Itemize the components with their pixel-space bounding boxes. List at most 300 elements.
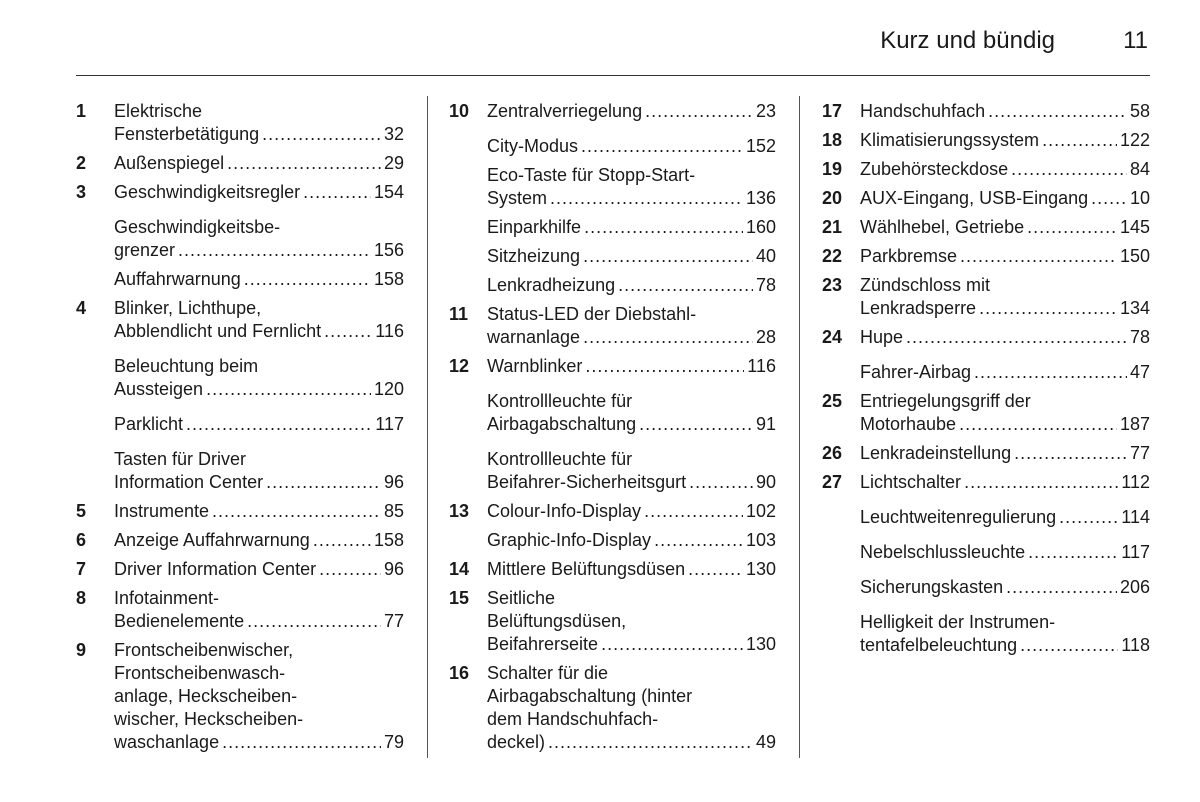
entry-text — [114, 529, 404, 552]
item-number — [449, 245, 487, 268]
item-number: 4 — [76, 298, 87, 318]
item-number: 23 — [822, 275, 843, 295]
entry-label: Driver Information Center — [114, 559, 317, 579]
index-entry — [76, 297, 404, 343]
item-number: 6 — [76, 530, 87, 550]
entry-label: Zubehörsteckdose — [860, 159, 1009, 179]
entry-last-line — [860, 245, 1150, 268]
entry-text — [487, 448, 776, 494]
page-reference: 158 — [373, 530, 404, 550]
entry-last-line — [114, 558, 404, 581]
item-number: 2 — [76, 153, 87, 173]
item-number — [449, 390, 487, 436]
entry-last-line — [114, 500, 404, 523]
index-entry — [822, 100, 1150, 123]
page-reference: 58 — [1129, 101, 1150, 121]
entry-label: System — [487, 188, 548, 208]
entry-last-line — [487, 633, 776, 656]
page-reference: 122 — [1119, 130, 1150, 150]
column-divider-2 — [799, 96, 800, 758]
page-reference: 134 — [1119, 298, 1150, 318]
entry-label: Fensterbetätigung — [114, 124, 260, 144]
item-number: 26 — [822, 443, 843, 463]
page-reference: 79 — [383, 732, 404, 752]
entry-last-line — [487, 355, 776, 378]
entry-text — [487, 303, 776, 349]
entry-last-line — [860, 576, 1150, 599]
dot-leader — [178, 239, 371, 262]
entry-last-line — [487, 529, 776, 552]
page-reference: 40 — [755, 246, 776, 266]
entry-text — [487, 558, 776, 581]
entry-last-line — [860, 297, 1150, 320]
entry-label: Lenkradeinstellung — [860, 443, 1012, 463]
item-number: 12 — [449, 356, 470, 376]
entry-text — [860, 576, 1150, 599]
entry-text — [114, 413, 404, 436]
dot-leader — [1027, 216, 1117, 239]
page-reference: 130 — [745, 634, 776, 654]
index-entry — [822, 216, 1150, 239]
entry-line: Zündschloss mit — [860, 275, 991, 295]
page-reference: 84 — [1129, 159, 1150, 179]
page-reference: 77 — [1129, 443, 1150, 463]
dot-leader — [324, 320, 372, 343]
item-number: 18 — [822, 130, 843, 150]
entry-label: tentafelbeleuchtung — [860, 635, 1018, 655]
entry-label: Leuchtweitenregulierung — [860, 507, 1057, 527]
entry-line: Frontscheibenwischer, — [114, 640, 294, 660]
item-number: 3 — [76, 182, 87, 202]
entry-text — [114, 587, 404, 633]
entry-text — [487, 355, 776, 378]
dot-leader — [1020, 634, 1118, 657]
page-reference: 96 — [383, 559, 404, 579]
index-entry — [449, 245, 776, 268]
entry-text — [860, 216, 1150, 239]
entry-last-line — [860, 129, 1150, 152]
entry-last-line — [860, 541, 1150, 564]
item-number: 24 — [822, 327, 843, 347]
entry-line: Entriegelungsgriff der — [860, 391, 1031, 411]
page-reference: 90 — [755, 472, 776, 492]
page-reference: 117 — [1121, 542, 1150, 562]
page-reference: 29 — [383, 153, 404, 173]
entry-last-line — [487, 326, 776, 349]
dot-leader — [319, 558, 381, 581]
dot-leader — [584, 216, 743, 239]
entry-last-line — [114, 529, 404, 552]
entry-text — [860, 541, 1150, 564]
index-entry — [76, 152, 404, 175]
entry-text — [114, 100, 404, 146]
entry-last-line — [860, 187, 1150, 210]
index-entry — [822, 187, 1150, 210]
header-divider — [76, 75, 1150, 76]
index-entry — [449, 587, 776, 656]
page-reference: 116 — [375, 321, 404, 341]
dot-leader — [247, 610, 381, 633]
index-entry — [822, 129, 1150, 152]
dot-leader — [581, 135, 743, 158]
index-entry — [76, 639, 404, 754]
dot-leader — [1014, 442, 1127, 465]
dot-leader — [1011, 158, 1127, 181]
entry-last-line — [114, 610, 404, 633]
index-column-1 — [76, 94, 404, 754]
page-reference: 116 — [747, 356, 776, 376]
dot-leader — [688, 558, 743, 581]
item-number — [822, 541, 860, 564]
dot-leader — [548, 731, 753, 754]
index-entry — [822, 541, 1150, 564]
entry-last-line — [114, 152, 404, 175]
entry-last-line — [114, 471, 404, 494]
page-reference: 78 — [755, 275, 776, 295]
index-entry — [449, 274, 776, 297]
entry-text — [487, 500, 776, 523]
entry-label: Klimatisierungssystem — [860, 130, 1040, 150]
page-reference: 114 — [1121, 507, 1150, 527]
entry-label: Motorhaube — [860, 414, 957, 434]
index-entry — [449, 500, 776, 523]
index-entry — [822, 158, 1150, 181]
entry-label: deckel) — [487, 732, 546, 752]
entry-text — [487, 135, 776, 158]
page-reference: 136 — [745, 188, 776, 208]
entry-last-line — [487, 500, 776, 523]
dot-leader — [244, 268, 371, 291]
item-number: 11 — [449, 304, 469, 324]
entry-label: grenzer — [114, 240, 176, 260]
item-number — [449, 164, 487, 210]
item-number — [822, 361, 860, 384]
page-reference: 118 — [1121, 635, 1150, 655]
entry-last-line — [487, 100, 776, 123]
page-reference: 96 — [383, 472, 404, 492]
item-number: 16 — [449, 663, 470, 683]
dot-leader — [550, 187, 743, 210]
entry-text — [114, 558, 404, 581]
entry-label: waschanlage — [114, 732, 220, 752]
entry-label: Sicherungskasten — [860, 577, 1004, 597]
entry-text — [860, 611, 1150, 657]
index-entry — [449, 529, 776, 552]
index-entry — [76, 216, 404, 262]
index-entry — [76, 587, 404, 633]
entry-text — [860, 471, 1150, 494]
entry-last-line — [114, 413, 404, 436]
dot-leader — [960, 245, 1117, 268]
dot-leader — [1042, 129, 1117, 152]
index-entry — [76, 448, 404, 494]
entry-line: Helligkeit der Instrumen- — [860, 612, 1056, 632]
entry-label: Anzeige Auffahrwarnung — [114, 530, 310, 550]
index-entry — [822, 506, 1150, 529]
item-number — [76, 448, 114, 494]
entry-label: warnanlage — [487, 327, 581, 347]
index-entry — [76, 355, 404, 401]
index-entry — [76, 500, 404, 523]
page-reference: 150 — [1119, 246, 1150, 266]
page-reference: 120 — [373, 379, 404, 399]
entry-line: anlage, Heckscheiben- — [114, 686, 298, 706]
page-reference: 85 — [383, 501, 404, 521]
entry-text — [860, 158, 1150, 181]
entry-label: Beifahrer-Sicherheitsgurt — [487, 472, 687, 492]
dot-leader — [1091, 187, 1127, 210]
section-title: Kurz und bündig — [880, 27, 1055, 54]
entry-line: Frontscheibenwasch- — [114, 663, 286, 683]
entry-last-line — [487, 471, 776, 494]
entry-text — [860, 274, 1150, 320]
page-reference: 91 — [755, 414, 776, 434]
dot-leader — [222, 731, 381, 754]
entry-last-line — [860, 326, 1150, 349]
entry-text — [860, 506, 1150, 529]
entry-last-line — [487, 216, 776, 239]
entry-last-line — [114, 123, 404, 146]
page-reference: 23 — [755, 101, 776, 121]
index-entry — [76, 268, 404, 291]
entry-text — [860, 361, 1150, 384]
item-number — [822, 611, 860, 657]
entry-label: Instrumente — [114, 501, 210, 521]
item-number: 21 — [822, 217, 843, 237]
item-number: 10 — [449, 101, 470, 121]
page-reference: 130 — [745, 559, 776, 579]
item-number: 13 — [449, 501, 470, 521]
entry-text — [860, 100, 1150, 123]
entry-line: Beleuchtung beim — [114, 356, 259, 376]
entry-label: Abblendlicht und Fernlicht — [114, 321, 322, 341]
entry-last-line — [487, 413, 776, 436]
entry-last-line — [114, 320, 404, 343]
entry-label: Parklicht — [114, 414, 184, 434]
dot-leader — [186, 413, 372, 436]
index-entry — [449, 448, 776, 494]
item-number: 7 — [76, 559, 87, 579]
index-entry — [449, 135, 776, 158]
index-entry — [822, 576, 1150, 599]
entry-label: Hupe — [860, 327, 904, 347]
entry-label: Information Center — [114, 472, 264, 492]
item-number: 20 — [822, 188, 843, 208]
dot-leader — [959, 413, 1117, 436]
index-entry — [822, 361, 1150, 384]
page-reference: 158 — [373, 269, 404, 289]
entry-last-line — [487, 187, 776, 210]
dot-leader — [645, 100, 753, 123]
item-number — [76, 268, 114, 291]
page-reference: 145 — [1119, 217, 1150, 237]
entry-label: Auffahrwarnung — [114, 269, 241, 289]
item-number: 17 — [822, 101, 843, 121]
page-reference: 112 — [1121, 472, 1150, 492]
dot-leader — [206, 378, 371, 401]
dot-leader — [964, 471, 1118, 494]
dot-leader — [644, 500, 743, 523]
entry-text — [860, 129, 1150, 152]
entry-label: Aussteigen — [114, 379, 204, 399]
item-number: 27 — [822, 472, 843, 492]
index-entry — [449, 164, 776, 210]
page-reference: 32 — [383, 124, 404, 144]
entry-label: Nebelschlussleuchte — [860, 542, 1026, 562]
page-reference: 78 — [1129, 327, 1150, 347]
dot-leader — [583, 326, 753, 349]
entry-last-line — [860, 471, 1150, 494]
index-entry — [449, 216, 776, 239]
item-number — [76, 355, 114, 401]
index-column-2 — [449, 94, 776, 754]
dot-leader — [1028, 541, 1118, 564]
entry-line: Seitliche — [487, 588, 556, 608]
item-number: 22 — [822, 246, 843, 266]
entry-line: Airbagabschaltung (hinter — [487, 686, 693, 706]
entry-last-line — [860, 216, 1150, 239]
entry-last-line — [860, 361, 1150, 384]
index-column-3 — [822, 94, 1150, 657]
item-number — [449, 274, 487, 297]
index-entry — [449, 355, 776, 378]
index-entry — [449, 558, 776, 581]
index-entry — [76, 413, 404, 436]
entry-text — [114, 268, 404, 291]
dot-leader — [262, 123, 381, 146]
entry-label: Wählhebel, Getriebe — [860, 217, 1025, 237]
page-reference: 156 — [373, 240, 404, 260]
entry-last-line — [487, 731, 776, 754]
entry-text — [860, 187, 1150, 210]
item-number: 14 — [449, 559, 470, 579]
entry-text — [114, 639, 404, 754]
entry-text — [860, 245, 1150, 268]
entry-line: Kontrollleuchte für — [487, 449, 633, 469]
page-reference: 152 — [745, 136, 776, 156]
entry-label: Airbagabschaltung — [487, 414, 637, 434]
entry-label: Fahrer-Airbag — [860, 362, 972, 382]
dot-leader — [974, 361, 1127, 384]
dot-leader — [979, 297, 1117, 320]
dot-leader — [618, 274, 753, 297]
dot-leader — [303, 181, 371, 204]
dot-leader — [1059, 506, 1118, 529]
entry-last-line — [114, 378, 404, 401]
item-number — [449, 448, 487, 494]
entry-text — [114, 181, 404, 204]
entry-text — [487, 164, 776, 210]
entry-text — [487, 216, 776, 239]
entry-line: Blinker, Lichthupe, — [114, 298, 262, 318]
entry-label: Einparkhilfe — [487, 217, 582, 237]
item-number — [76, 413, 114, 436]
page-reference: 49 — [755, 732, 776, 752]
entry-label: Lenkradsperre — [860, 298, 977, 318]
page-reference: 47 — [1129, 362, 1150, 382]
dot-leader — [1006, 576, 1117, 599]
index-entry — [822, 326, 1150, 349]
entry-last-line — [487, 274, 776, 297]
entry-text — [114, 355, 404, 401]
entry-line: Eco-Taste für Stopp-Start- — [487, 165, 696, 185]
entry-line: Geschwindigkeitsbe- — [114, 217, 281, 237]
entry-last-line — [487, 245, 776, 268]
entry-label: Parkbremse — [860, 246, 958, 266]
page-reference: 154 — [373, 182, 404, 202]
item-number: 19 — [822, 159, 843, 179]
entry-last-line — [860, 442, 1150, 465]
index-entry — [449, 100, 776, 123]
index-entry — [449, 662, 776, 754]
column-divider-1 — [427, 96, 428, 758]
entry-label: Bedienelemente — [114, 611, 245, 631]
dot-leader — [313, 529, 371, 552]
index-entry — [449, 303, 776, 349]
item-number — [449, 529, 487, 552]
item-number — [449, 216, 487, 239]
entry-text — [487, 587, 776, 656]
page-reference: 102 — [745, 501, 776, 521]
item-number: 15 — [449, 588, 470, 608]
dot-leader — [601, 633, 743, 656]
page-reference: 187 — [1119, 414, 1150, 434]
entry-text — [114, 297, 404, 343]
entry-last-line — [860, 413, 1150, 436]
entry-label: AUX-Eingang, USB-Eingang — [860, 188, 1089, 208]
entry-text — [487, 245, 776, 268]
item-number: 5 — [76, 501, 87, 521]
page-reference: 10 — [1129, 188, 1150, 208]
entry-label: Zentralverriegelung — [487, 101, 643, 121]
entry-line: Status-LED der Diebstahl- — [487, 304, 697, 324]
entry-line: Elektrische — [114, 101, 203, 121]
entry-label: Lichtschalter — [860, 472, 962, 492]
dot-leader — [906, 326, 1127, 349]
entry-label: Mittlere Belüftungsdüsen — [487, 559, 686, 579]
entry-text — [487, 274, 776, 297]
dot-leader — [585, 355, 744, 378]
entry-line: wischer, Heckscheiben- — [114, 709, 304, 729]
dot-leader — [689, 471, 753, 494]
entry-last-line — [860, 100, 1150, 123]
entry-last-line — [114, 731, 404, 754]
dot-leader — [654, 529, 743, 552]
entry-label: Lenkradheizung — [487, 275, 616, 295]
item-number: 25 — [822, 391, 843, 411]
entry-text — [487, 662, 776, 754]
entry-last-line — [487, 558, 776, 581]
entry-text — [114, 448, 404, 494]
entry-last-line — [487, 135, 776, 158]
entry-last-line — [114, 239, 404, 262]
item-number: 8 — [76, 588, 87, 608]
page-reference: 28 — [755, 327, 776, 347]
page-reference: 103 — [745, 530, 776, 550]
entry-label: City-Modus — [487, 136, 579, 156]
entry-line: dem Handschuhfach- — [487, 709, 659, 729]
index-entry — [76, 100, 404, 146]
entry-last-line — [860, 158, 1150, 181]
entry-label: Handschuhfach — [860, 101, 986, 121]
entry-last-line — [860, 506, 1150, 529]
index-entry — [822, 245, 1150, 268]
item-number — [76, 216, 114, 262]
page-reference: 117 — [375, 414, 404, 434]
entry-text — [114, 152, 404, 175]
entry-last-line — [114, 268, 404, 291]
item-number — [822, 506, 860, 529]
